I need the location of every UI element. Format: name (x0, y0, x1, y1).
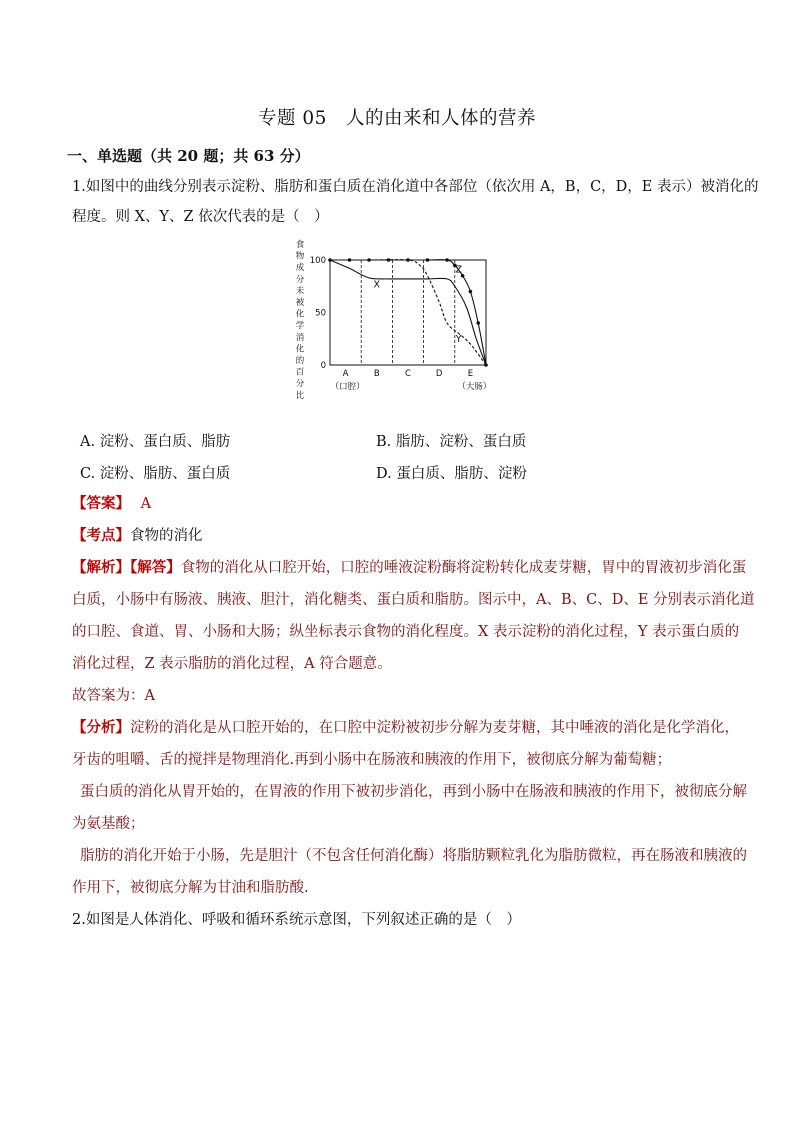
answer-line (72, 494, 151, 514)
series-label-y: Y (455, 333, 462, 345)
series-labels (374, 265, 463, 345)
y-tick-label: 100 (309, 256, 326, 266)
series-point-z (476, 321, 480, 325)
answer-value: A (140, 496, 152, 512)
series-label-x: X (373, 279, 381, 291)
fenxi-line4: 为氨基酸； (72, 816, 145, 832)
fenxi-line5: 脂肪的消化开始于小肠，先是胆汁（不包含任何消化酶）将脂肪颗粒乳化为脂肪微粒，再在肠液和胰液的 (80, 848, 747, 864)
guda-line: 故答案为：A (72, 688, 155, 704)
section-heading: 一、单选题（共 20 题；共 63 分） (67, 147, 310, 165)
series-point-z (328, 258, 332, 262)
q1-stem-line1: 1.如图中的曲线分别表示淀粉、脂肪和蛋白质在消化道中各部位（依次用 A，B，C，D，E 表示）被消化的 (72, 179, 759, 195)
ylabel-char: 的 (295, 356, 305, 366)
fenxi-tag: 【分析】 (72, 719, 130, 736)
jiexi-line4: 消化过程，Z 表示脂肪的消化过程，A 符合题意。 (72, 656, 392, 672)
x-category-label: B (373, 369, 380, 379)
series-point-z (387, 258, 391, 262)
jiexi-line3: 的口腔、食道、胃、小肠和大肠；纵坐标表示食物的消化程度。X 表示淀粉的消化过程，Y 表示蛋白质的 (72, 624, 740, 640)
y-ticks (310, 256, 326, 371)
ylabel-char: 成 (295, 263, 305, 274)
series-point-z (484, 363, 488, 367)
answer-tag: 【答案】 (72, 495, 130, 512)
ylabel-char: 未 (295, 286, 305, 297)
x-categories (331, 369, 492, 392)
x-category-label: C (405, 369, 411, 379)
ylabel-char: 化 (295, 344, 305, 355)
fenxi-text-1: 淀粉的消化是从口腔开始的，在口腔中淀粉被初步分解为麦芽糖，其中唾液的消化是化学消化， (130, 720, 739, 736)
q1-stem-line2: 程度。则 X、Y、Z 依次代表的是（ ） (72, 209, 329, 225)
series-point-z (367, 258, 371, 262)
jiexi-text-1: 食物的消化从口腔开始，口腔的唾液淀粉酶将淀粉转化成麦芽糖，胃中的胃液初步消化蛋 (180, 560, 747, 576)
kaodian-line (72, 526, 203, 546)
q1-option-c: C. 淀粉、脂肪、蛋白质 (80, 466, 231, 482)
fenxi-line3: 蛋白质的消化从胃开始的，在胃液的作用下被初步消化，再到小肠中在肠液和胰液的作用下，被彻底分解 (80, 784, 747, 800)
fenxi-line2: 牙齿的咀嚼、舌的搅拌是物理消化.再到小肠中在肠液和胰液的作用下，被彻底分解为葡萄糖； (72, 752, 672, 768)
page-title: 专题 05 人的由来和人体的营养 (258, 108, 536, 129)
ylabel-char: 比 (295, 390, 305, 401)
x-category-note: （大肠） (457, 382, 492, 392)
digestion-chart (290, 237, 510, 415)
series-label-z: Z (455, 264, 462, 276)
ylabel-char: 物 (295, 251, 305, 262)
region-dividers (361, 260, 455, 365)
jiexi-tag: 【解析】【解答】 (72, 559, 181, 576)
ylabel-char: 学 (295, 321, 305, 332)
ylabel-char: 百 (295, 367, 305, 378)
kaodian-value: 食物的消化 (130, 528, 203, 544)
x-category-label: A (342, 369, 349, 379)
x-category-label: D (435, 369, 443, 379)
ylabel-char: 消 (295, 332, 305, 343)
series-point-z (445, 258, 449, 262)
q1-option-a: A. 淀粉、蛋白质、脂肪 (80, 434, 231, 450)
y-tick-label: 50 (315, 308, 326, 319)
q1-option-b: B. 脂肪、淀粉、蛋白质 (376, 434, 527, 450)
x-category-label: E (467, 369, 474, 379)
y-axis-label (296, 239, 305, 401)
series-point-z (426, 258, 430, 262)
ylabel-char: 化 (295, 309, 305, 320)
ylabel-char: 食 (295, 240, 305, 250)
ylabel-char: 分 (295, 379, 305, 390)
jiexi-line1 (72, 558, 746, 578)
fenxi-line6: 作用下，被彻底分解为甘油和脂肪酸. (72, 880, 309, 896)
y-tick-label: 0 (320, 361, 326, 371)
ylabel-char: 分 (295, 274, 305, 285)
jiexi-line2: 白质，小肠中有肠液、胰液、胆汁，消化糖类、蛋白质和脂肪。图示中，A、B、C、D、E 分别表示消化道 (72, 592, 755, 608)
series-point-z (406, 258, 410, 262)
fenxi-line1 (72, 718, 739, 738)
ylabel-char: 被 (295, 298, 305, 308)
x-category-note: （口腔） (330, 382, 365, 392)
series-point-z (348, 258, 352, 262)
kaodian-tag: 【考点】 (72, 527, 130, 544)
q1-option-d: D. 蛋白质、脂肪、淀粉 (376, 466, 527, 482)
series-lines (328, 258, 488, 367)
series-point-z (469, 290, 473, 294)
q2-stem: 2.如图是人体消化、呼吸和循环系统示意图，下列叙述正确的是（ ） (72, 912, 521, 928)
